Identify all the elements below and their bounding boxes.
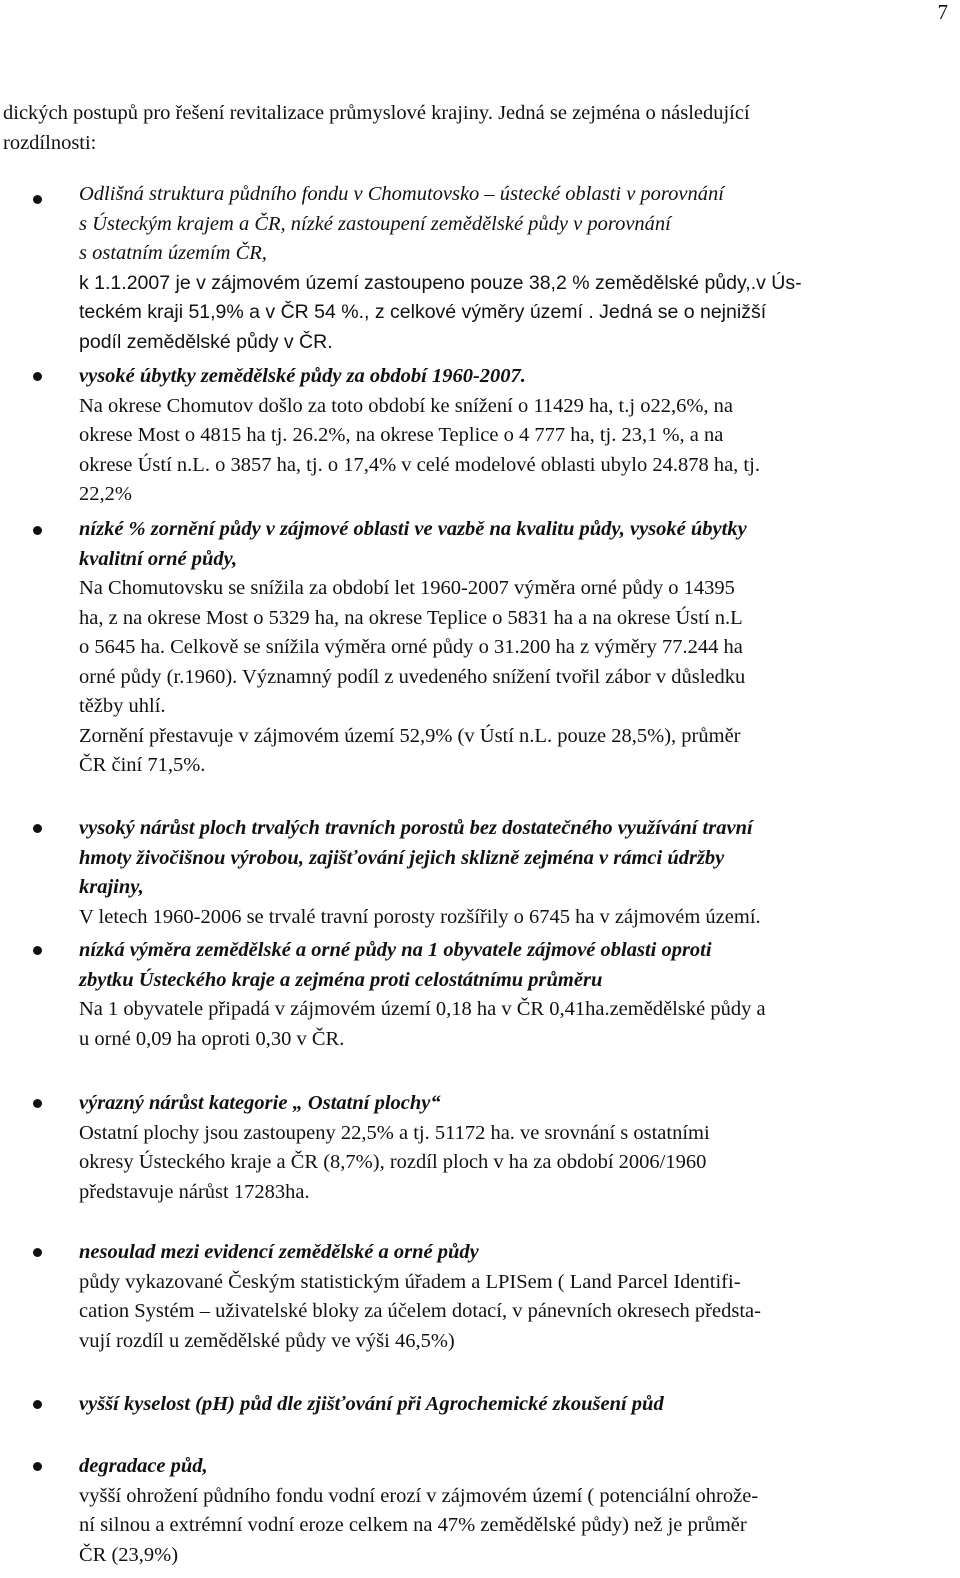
item-body-line: 22,2% — [79, 483, 132, 505]
item-body-line: ČR činí 71,5%. — [79, 754, 206, 776]
item-body-line: k 1.1.2007 je v zájmovém území zastoupeno pouze 38,2 % zemědělské půdy,.v Ús- — [79, 271, 802, 294]
item-heading-line: kvalitní orné půdy, — [79, 547, 238, 570]
item-heading-line: nízké % zornění půdy v zájmové oblasti ve vazbě na kvalitu půdy, vysoké úbytky — [79, 518, 747, 540]
item-body-line: Na Chomutovsku se snížila za období let 1960-2007 výměra orné půdy o 14395 — [79, 577, 735, 599]
item-body-line: cation Systém – uživatelské bloky za účelem dotací, v pánevních okresech předsta- — [79, 1300, 761, 1322]
item-body-line: orné půdy (r.1960). Významný podíl z uvedeného snížení tvořil zábor v důsledku — [79, 665, 746, 688]
bullet-icon — [33, 526, 42, 535]
bullet-icon — [33, 1400, 42, 1409]
item-body-line: Ostatní plochy jsou zastoupeny 22,5% a tj. 51172 ha. ve srovnání s ostatními — [79, 1121, 710, 1144]
item-body-line: okrese Most o 4815 ha tj. 26.2%, na okrese Teplice o 4 777 ha, tj. 23,1 %, a na — [79, 424, 724, 446]
item-body-line: okrese Ústí n.L. o 3857 ha, tj. o 17,4% v celé modelové oblasti ubylo 24.878 ha, tj. — [79, 453, 760, 476]
item-body-line: vují rozdíl u zemědělské půdy ve výši 46,5%) — [79, 1329, 455, 1352]
item-heading-line: krajiny, — [79, 876, 144, 898]
item-heading-line: s ostatním územím ČR, — [79, 242, 267, 264]
item-heading-line: výrazný nárůst kategorie „ Ostatní plochy“ — [79, 1092, 441, 1114]
bullet-icon — [33, 1248, 42, 1257]
bullet-icon — [33, 372, 42, 381]
item-body-line: půdy vykazované Českým statistickým úřadem a LPISem ( Land Parcel Identifi- — [79, 1270, 741, 1293]
bullet-icon — [33, 824, 42, 833]
item-body-line: ha, z na okrese Most o 5329 ha, na okrese Teplice o 5831 ha a na okrese Ústí n.L — [79, 606, 743, 629]
item-body-line: teckém kraji 51,9% a v ČR 54 %., z celkové výměry území . Jedná se o nejnižší — [79, 301, 767, 323]
item-body-line: podíl zemědělské půdy v ČR. — [79, 330, 333, 353]
item-heading-line: degradace půd, — [79, 1455, 208, 1477]
item-heading-line: s Ústeckým krajem a ČR, nízké zastoupení zemědělské půdy v porovnání — [79, 212, 671, 235]
item-body-line: Na okrese Chomutov došlo za toto období ke snížení o 11429 ha, t.j o22,6%, na — [79, 394, 733, 417]
item-heading-line: hmoty živočišnou výrobou, zajišťování jejich sklizně zejména v rámci údržby — [79, 846, 725, 869]
page-number: 7 — [937, 0, 948, 24]
bullet-icon — [33, 1099, 42, 1108]
item-body-line: Zornění přestavuje v zájmovém území 52,9% (v Ústí n.L. pouze 28,5%), průměr — [79, 724, 741, 747]
item-body-line: představuje nárůst 17283ha. — [79, 1180, 310, 1203]
intro-line: dických postupů pro řešení revitalizace průmyslové krajiny. Jedná se zejména o následující — [3, 102, 750, 124]
item-body-line: V letech 1960-2006 se trvalé travní porosty rozšířily o 6745 ha v zájmovém území. — [79, 905, 761, 928]
intro-line: rozdílnosti: — [3, 131, 97, 154]
item-body-line: vyšší ohrožení půdního fondu vodní erozí v zájmovém území ( potenciální ohrože- — [79, 1484, 759, 1507]
item-heading-line: vysoké úbytky zemědělské půdy za období 1960-2007. — [79, 365, 526, 387]
item-heading-line: zbytku Ústeckého kraje a zejména proti celostátnímu průměru — [79, 968, 603, 991]
item-heading-line: Odlišná struktura půdního fondu v Chomutovsko – ústecké oblasti v porovnání — [79, 183, 724, 205]
item-body-line: o 5645 ha. Celkově se snížila výměra orné půdy o 31.200 ha z výměry 77.244 ha — [79, 636, 743, 658]
intro-paragraph — [3, 99, 948, 158]
item-heading-line: nízká výměra zemědělské a orné půdy na 1 obyvatele zájmové oblasti oproti — [79, 939, 712, 961]
bullet-icon — [33, 195, 42, 204]
item-heading-line: vyšší kyselost (pH) půd dle zjišťování při Agrochemické zkoušení půd — [79, 1393, 664, 1415]
item-body-line: těžby uhlí. — [79, 695, 166, 717]
item-body-line: Na 1 obyvatele připadá v zájmovém území 0,18 ha v ČR 0,41ha.zemědělské půdy a — [79, 998, 766, 1020]
item-body-line: okresy Ústeckého kraje a ČR (8,7%), rozdíl ploch v ha za období 2006/1960 — [79, 1151, 707, 1173]
item-heading-line: vysoký nárůst ploch trvalých travních porostů bez dostatečného využívání travní — [79, 817, 753, 839]
bullet-icon — [33, 1462, 42, 1471]
item-body-line: u orné 0,09 ha oproti 0,30 v ČR. — [79, 1027, 345, 1050]
bullet-icon — [33, 946, 42, 955]
item-heading-line: nesoulad mezi evidencí zemědělské a orné půdy — [79, 1241, 479, 1263]
item-body-line: ní silnou a extrémní vodní eroze celkem na 47% zemědělské půdy) než je průměr — [79, 1514, 747, 1536]
item-body-line: ČR (23,9%) — [79, 1543, 179, 1566]
